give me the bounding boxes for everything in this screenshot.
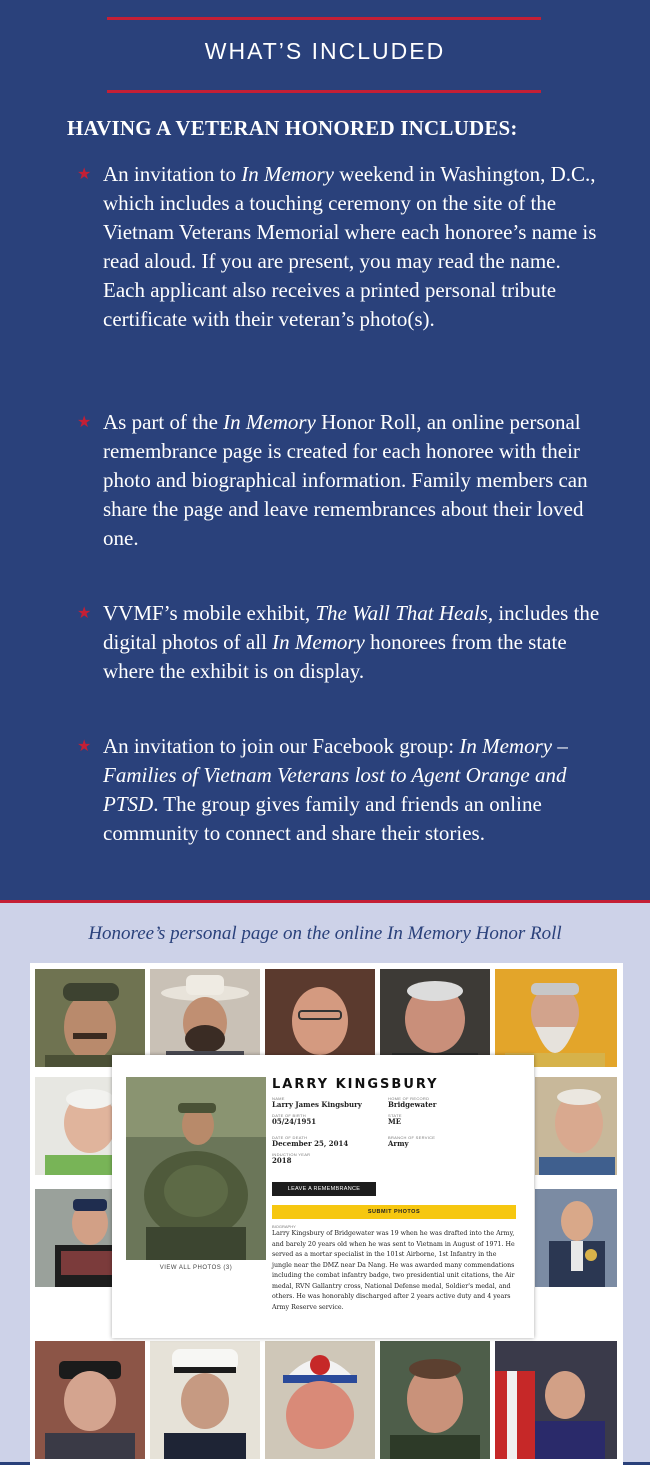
section-title: WHAT’S INCLUDED [204,38,446,64]
induction-year-label: INDUCTION YEAR [272,1152,311,1157]
honoree-photo [265,969,375,1067]
biography-label: BIOGRAPHY [272,1224,296,1229]
dod-label: DATE OF DEATH [272,1135,308,1140]
leave-remembrance-button[interactable]: LEAVE A REMEMBRANCE [272,1182,376,1196]
name-label: NAME [272,1096,285,1101]
honoree-photo [495,969,617,1067]
bullet-star-icon: ★ [77,166,92,183]
heading: HAVING A VETERAN HONORED INCLUDES: [67,116,518,140]
caption: Honoree’s personal page on the online In Memory Honor Roll [88,923,562,944]
honoree-photo [150,1341,260,1459]
honoree-photo [150,969,260,1067]
bullet-star-icon: ★ [77,414,92,431]
dod-value: December 25, 2014 [272,1139,349,1148]
submit-photos-button[interactable]: SUBMIT PHOTOS [272,1205,516,1219]
home-label: HOME OF RECORD [388,1096,430,1101]
branch-value: Army [388,1139,409,1148]
honoree-photo [380,969,490,1067]
list-item-in-memory-weekend: ★ An invitation to In Memory weekend in Washington, D.C., which includes a touching ceremony on the site of the Vietnam Veterans Memorial where each honoree’s name is read aloud. If you are present, you may read the name. Each applicant also receives a printed personal tribute certificate with their veteran’s photo(s). [77,162,597,331]
veteran-name: LARRY KINGSBURY [272,1077,439,1092]
honoree-photo-collage [30,963,623,1465]
honor-roll-preview-section [0,900,650,1462]
honoree-photo [535,1077,617,1175]
honoree-photo [35,969,145,1067]
honoree-photo [380,1341,490,1459]
list-item-facebook-group: ★ An invitation to join our Facebook group: In Memory – Families of Vietnam Veterans lost to Agent Orange and PTSD. The group gives family and friends an online community to connect and share their stories. [77,734,568,845]
bottom-rule [107,90,541,93]
name-value: Larry James Kingsbury [272,1100,362,1109]
honoree-photo [265,1341,375,1459]
bullet-star-icon: ★ [77,738,92,755]
honoree-photo [35,1341,145,1459]
state-label: STATE [388,1113,402,1118]
induction-year-value: 2018 [272,1156,292,1165]
honoree-photo [495,1341,617,1459]
honoree-photo [535,1189,617,1287]
veteran-main-photo [126,1077,266,1260]
list-item-honor-roll: ★ As part of the In Memory Honor Roll, an online personal remembrance page is created for each honoree with their photo and biographical information. Family members can share the page and leave remembrances about their loved one. [77,410,588,550]
honoree-personal-page-card [112,1055,534,1338]
top-rule [107,17,541,20]
biography-text: Larry Kingsbury of Bridgewater was 19 when he was drafted into the Army, and barely 20 years old when he was sent to Vietnam in August of 1971. He served as a mortar specialist in the 101st Airborne, 1st Infantry in the jungle near the DMZ near Da Nang. He was awarded many commendations including the combat infantry badge, two presidential unit citations, the Air medal, RVN Gallantry cross, National Defense medal, Soldier's medal, and others. He was honorably discharged after 2 years active duty and 4 years Army Reserve service. [272,1230,515,1311]
list-item-wall-that-heals: ★ VVMF’s mobile exhibit, The Wall That Heals, includes the digital photos of all In Memory honorees from the state where the exhibit is on display. [77,601,600,683]
home-value: Bridgewater [388,1100,437,1109]
state-value: ME [388,1117,402,1126]
view-all-photos-link[interactable]: VIEW ALL PHOTOS (3) [159,1265,233,1271]
branch-label: BRANCH OF SERVICE [388,1135,436,1140]
dob-label: DATE OF BIRTH [272,1113,306,1118]
bullet-star-icon: ★ [77,605,92,622]
dob-value: 05/24/1951 [272,1117,317,1126]
